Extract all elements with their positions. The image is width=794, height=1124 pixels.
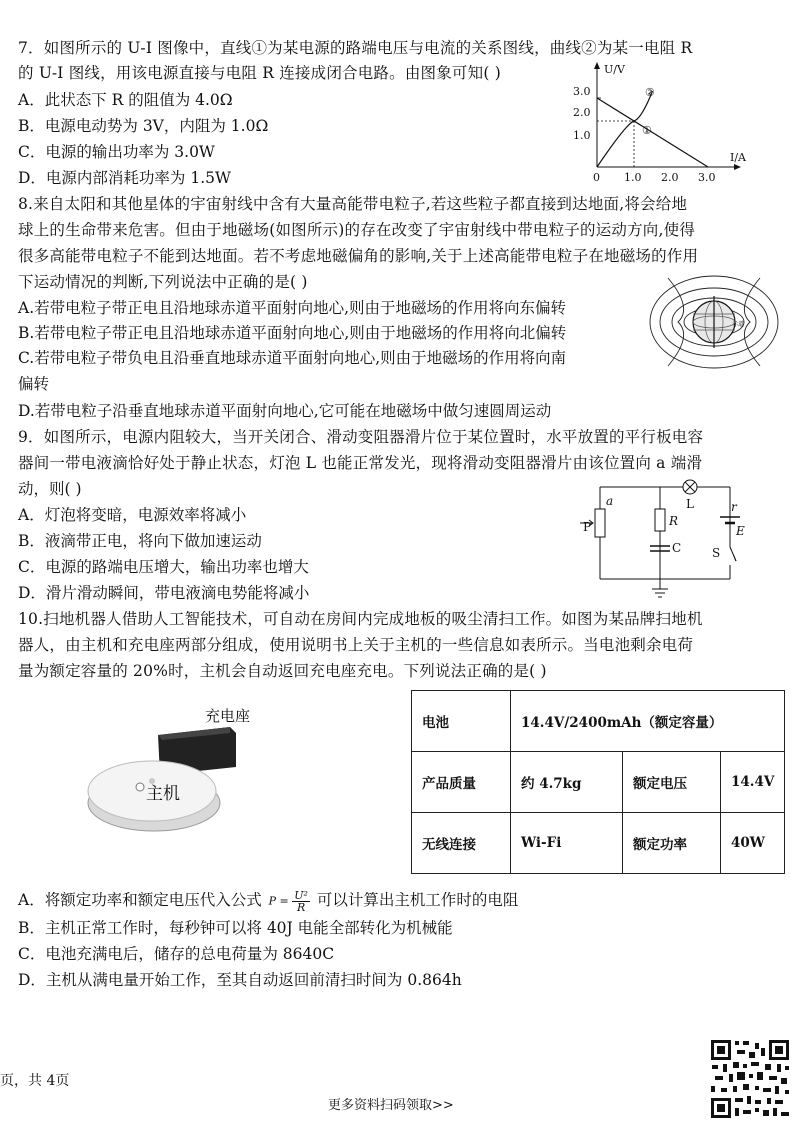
y-axis-arrow	[594, 62, 600, 69]
q9-option-c: C．电源的路端电压增大，输出功率也增大	[18, 558, 309, 576]
formula-lhs: P =	[268, 894, 289, 907]
formula-numerator: U²	[294, 888, 308, 902]
circuit-label-p: P	[583, 520, 592, 534]
q10-option-d: D．主机从满电量开始工作，至其自动返回前清扫时间为 0.864h	[18, 971, 462, 989]
x-axis-label: I/A	[730, 151, 746, 164]
curve-2-label: ②	[645, 86, 655, 99]
qr-code[interactable]	[709, 1038, 791, 1120]
x-tick-1: 1.0	[624, 171, 642, 184]
q8-option-c: C.若带电粒子带负电且沿垂直地球赤道平面射向地心,则由于地磁场的作用将向南	[18, 349, 567, 367]
dock-label: 充电座	[205, 707, 251, 725]
q10-option-a-tail: 可以计算出主机工作时的电阻	[316, 891, 519, 909]
origin-label: 0	[593, 171, 600, 184]
power-formula	[269, 890, 310, 913]
battery-value: 14.4V/2400mAh（额定容量）	[511, 691, 785, 752]
circuit-diagram	[580, 477, 750, 607]
wireless-label: 无线连接	[412, 813, 511, 874]
q8-option-c-cont: 偏转	[18, 375, 50, 393]
voltage-value: 14.4V	[721, 752, 785, 813]
y-axis-label: U/V	[604, 63, 625, 76]
q9-stem-line1: 9．如图所示，电源内阻较大，当开关闭合、滑动变阻器滑片位于某位置时，水平放置的平行板电容	[18, 428, 704, 446]
line-1-label: ①	[642, 124, 652, 137]
q10-option-b: B．主机正常工作时，每秒钟可以将 40J 电能全部转化为机械能	[18, 919, 453, 937]
earth-magnetic-field-figure	[648, 268, 780, 376]
qr-caption: 更多资料扫码领取>>	[328, 1098, 454, 1113]
y-tick-3: 3.0	[573, 85, 591, 98]
q8-option-a: A.若带电粒子带正电且沿地球赤道平面射向地心,则由于地磁场的作用将向东偏转	[18, 299, 567, 317]
equator-label: 赤道	[732, 321, 745, 328]
q9-option-a: A．灯泡将变暗，电源效率将减小	[18, 506, 247, 524]
wireless-value: Wi-Fi	[511, 813, 623, 874]
q10-option-a	[18, 889, 518, 913]
q10-stem-line2: 器人，由主机和充电座两部分组成，使用说明书上关于主机的一些信息如表所示。当电池剩余电荷	[18, 636, 694, 654]
q10-option-a-text: A．将额定功率和额定电压代入公式	[18, 891, 262, 909]
spec-table	[411, 690, 785, 874]
circuit-label-a: a	[606, 494, 614, 508]
circuit-label-c: C	[672, 541, 682, 555]
circuit-label-r-internal: r	[731, 500, 737, 514]
battery-label: 电池	[412, 691, 511, 752]
x-axis-arrow	[734, 164, 741, 170]
power-label: 额定功率	[623, 813, 721, 874]
q8-stem-line4: 下运动情况的判断,下列说法中正确的是( )	[18, 273, 308, 291]
voltage-label: 额定电压	[623, 752, 721, 813]
q7-stem-line2: 的 U-I 图线，用该电源直接与电阻 R 连接成闭合电路。由图象可知( )	[18, 64, 501, 82]
circuit-label-e: E	[736, 524, 745, 538]
y-tick-2: 2.0	[573, 106, 591, 119]
q9-stem-line2: 器间一带电液滴恰好处于静止状态，灯泡 L 也能正常发光，现将滑动变阻器滑片由该位置向 a 端滑	[18, 454, 703, 472]
robot-figure	[80, 705, 250, 840]
page-number: 页，共 4页	[0, 1073, 70, 1089]
formula-denominator: R	[296, 900, 306, 914]
q9-option-d: D．滑片滑动瞬间，带电液滴电势能将减小	[18, 584, 310, 602]
q9-option-b: B．液滴带正电，将向下做加速运动	[18, 532, 262, 550]
robot-illustration	[80, 705, 250, 840]
q10-stem-line3: 量为额定容量的 20%时，主机会自动返回充电座充电。下列说法正确的是( )	[18, 662, 547, 680]
q7-stem-line1: 7．如图所示的 U-I 图像中，直线①为某电源的路端电压与电流的关系图线，曲线②为某一电阻 R	[18, 39, 693, 57]
q8-stem-line2: 球上的生命带来危害。但由于地磁场(如图所示)的存在改变了宇宙射线中带电粒子的运动方向,使得	[18, 221, 696, 239]
q8-option-b: B.若带电粒子带正电且沿地球赤道平面射向地心,则由于地磁场的作用将向北偏转	[18, 324, 567, 342]
q8-stem-line3: 很多高能带电粒子不能到达地面。若不考虑地磁偏角的影响,关于上述高能带电粒子在地磁场的作用	[18, 247, 699, 265]
q7-option-b: B．电源电动势为 3V，内阻为 1.0Ω	[18, 117, 269, 135]
circuit-label-l: L	[686, 497, 694, 511]
power-value: 40W	[721, 813, 785, 874]
mass-value: 约 4.7kg	[511, 752, 623, 813]
y-tick-1: 1.0	[573, 129, 591, 142]
x-tick-3: 3.0	[698, 171, 716, 184]
q8-option-d: D.若带电粒子沿垂直地球赤道平面射向地心,它可能在地磁场中做匀速圆周运动	[18, 402, 552, 420]
q7-option-a: A．此状态下 R 的阻值为 4.0Ω	[18, 91, 233, 109]
q10-stem-line1: 10.扫地机器人借助人工智能技术，可自动在房间内完成地板的吸尘清扫工作。如图为某品牌扫地机	[18, 610, 703, 628]
ui-graph	[560, 60, 760, 185]
series-line-1	[597, 98, 708, 167]
circuit-label-r-resistor: R	[669, 514, 679, 528]
q7-option-c: C．电源的输出功率为 3.0W	[18, 143, 215, 161]
q8-stem-line1: 8.来自太阳和其他星体的宇宙射线中含有大量高能带电粒子,若这些粒子都直接到达地面,将会给地	[18, 195, 688, 213]
circuit-label-s: S	[712, 546, 721, 560]
host-label: 主机	[146, 784, 180, 804]
q9-stem-line3: 动，则( )	[18, 480, 82, 498]
mass-label: 产品质量	[412, 752, 511, 813]
x-tick-2: 2.0	[661, 171, 679, 184]
q7-option-d: D．电源内部消耗功率为 1.5W	[18, 169, 231, 187]
q10-option-c: C．电池充满电后，储存的总电荷量为 8640C	[18, 945, 335, 963]
